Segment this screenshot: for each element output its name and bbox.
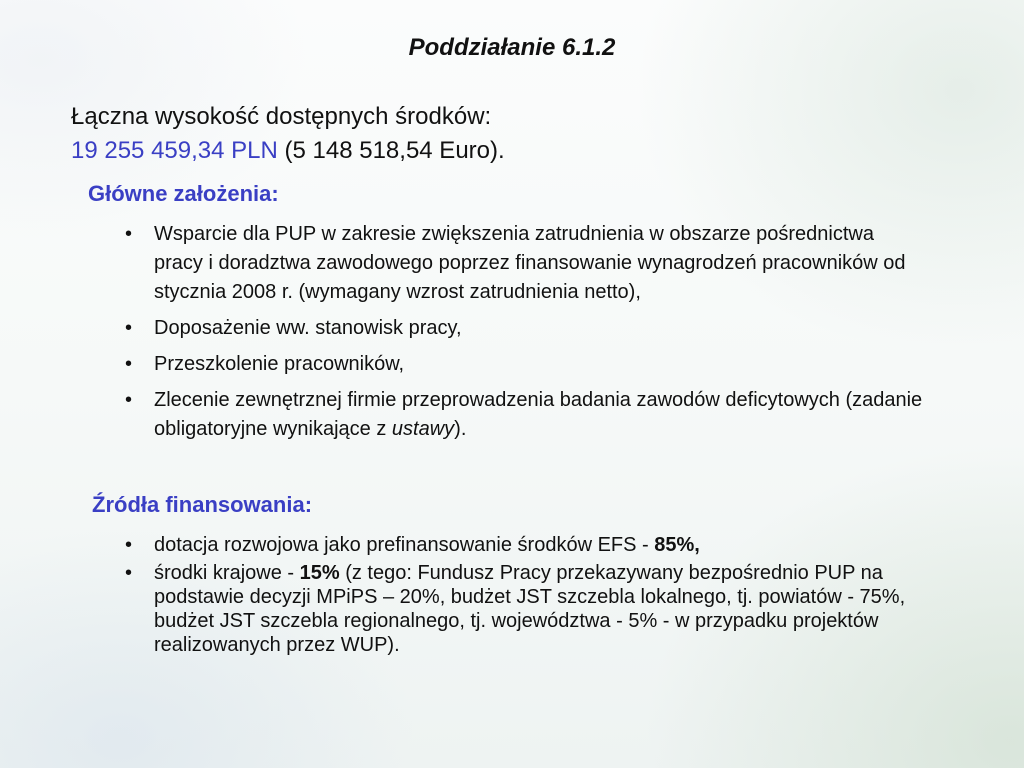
assumption-text: Doposażenie ww. stanowisk pracy, (154, 317, 462, 339)
assumption-text: Wsparcie dla PUP w zakresie zwiększenia zatrudnienia w obszarze pośrednictwa pracy i doradztwa zawodowego poprzez finansowanie wynagrodzeń pracowników od stycznia 2008 r. (wymagany wzrost zatrudnienia netto), (154, 223, 906, 303)
bullet-icon: • (125, 223, 133, 245)
bullet-icon: • (125, 389, 133, 411)
funding-text (154, 534, 700, 556)
list-item (125, 220, 925, 307)
bullet-icon: • (125, 353, 133, 375)
assumptions-heading: Główne założenia: (88, 181, 279, 206)
funding-text-rest: (z tego: Fundusz Pracy przekazywany bezpośrednio PUP na podstawie decyzji MPiPS – 20%, budżet JST szczebla lokalnego, tj. powiatów - 75%, budżet JST szczebla regionalnego, tj. województwa - 5% - w przypadku projektów realizowanych przez WUP). (154, 562, 906, 656)
list-item (125, 561, 915, 657)
funding-percentage: 15% (299, 562, 340, 584)
total-pln-value: 19 255 459,34 PLN (71, 137, 278, 164)
funding-text-part: dotacja rozwojowa jako prefinansowanie środków EFS - (154, 534, 655, 556)
total-funds-amount (71, 137, 505, 165)
funding-heading: Źródła finansowania: (92, 492, 313, 517)
law-reference: ustawy (391, 418, 455, 440)
list-item (125, 533, 915, 557)
list-item (125, 386, 925, 444)
funding-list (125, 533, 915, 661)
total-euro-value: (5 148 518,54 Euro). (277, 137, 505, 164)
total-funds-label: Łączna wysokość dostępnych środków: (71, 103, 492, 130)
funding-percentage: 85%, (654, 534, 700, 556)
assumptions-list (125, 220, 925, 451)
slide-title: Poddziałanie 6.1.2 (408, 34, 616, 61)
assumption-text-part: Zlecenie zewnętrznej firmie przeprowadzenia badania zawodów deficytowych (zadanie obligatoryjne wynikające z (154, 389, 923, 440)
funding-text-part: środki krajowe - (154, 562, 300, 584)
assumption-text (154, 389, 922, 440)
list-item (125, 350, 925, 379)
bullet-icon: • (125, 562, 133, 584)
bullet-icon: • (125, 534, 133, 556)
assumption-text: Przeszkolenie pracowników, (154, 353, 405, 375)
funding-text (154, 562, 905, 656)
bullet-icon: • (125, 317, 133, 339)
list-item (125, 314, 925, 343)
assumption-text-end: ). (454, 418, 467, 440)
